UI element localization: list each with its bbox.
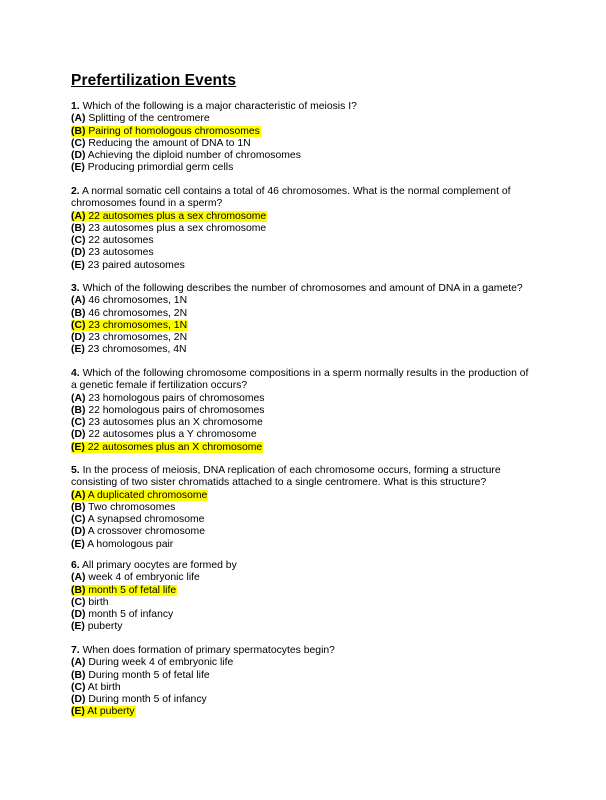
option-letter: (B): [71, 584, 86, 596]
answer-option: [71, 150, 531, 162]
answer-option: [71, 405, 531, 417]
option-letter: (D): [71, 694, 86, 706]
option-text: 22 autosomes plus an X chromosome: [87, 441, 263, 453]
answer-option: [71, 235, 531, 247]
question-number: 4.: [71, 368, 80, 379]
option-text: 46 chromosomes, 1N: [88, 295, 188, 307]
answer-option: [71, 539, 531, 551]
option-letter: (A): [71, 572, 86, 584]
option-text: At birth: [87, 681, 121, 693]
option-letter: (E): [71, 621, 85, 633]
answer-option: [71, 526, 531, 538]
answer-option: [71, 682, 531, 694]
question-stem: [71, 101, 531, 113]
answer-option: [71, 247, 531, 259]
option-letter: (D): [71, 429, 86, 441]
option-text: During month 5 of infancy: [88, 694, 207, 706]
option-text: Producing primordial germ cells: [87, 162, 234, 174]
document-title: Prefertilization Events: [71, 72, 237, 89]
option-text: Two chromosomes: [88, 501, 176, 513]
option-text: A duplicated chromosome: [87, 489, 208, 501]
option-letter: (C): [71, 417, 86, 429]
question-1: [71, 101, 531, 175]
option-letter: (E): [71, 344, 85, 356]
answer-option-highlighted: [71, 442, 531, 454]
option-text: month 5 of infancy: [88, 609, 174, 621]
option-letter: (D): [71, 526, 86, 538]
option-text: A homologous pair: [87, 538, 174, 550]
question-number: 2.: [71, 186, 80, 197]
answer-option: [71, 393, 531, 405]
option-letter: (A): [71, 489, 86, 501]
option-letter: (B): [71, 307, 86, 319]
answer-option-highlighted: [71, 320, 531, 332]
option-text: 23 autosomes plus an X chromosome: [88, 417, 263, 429]
question-number: 3.: [71, 283, 80, 294]
option-letter: (E): [71, 259, 85, 271]
option-letter: (A): [71, 295, 86, 307]
question-5: [71, 465, 531, 551]
option-text: birth: [88, 596, 109, 608]
option-letter: (D): [71, 609, 86, 621]
option-text: During week 4 of embryonic life: [88, 657, 234, 669]
option-text: 22 autosomes: [88, 235, 154, 247]
answer-option: [71, 429, 531, 441]
answer-option: [71, 162, 531, 174]
option-text: 23 paired autosomes: [87, 259, 185, 271]
option-letter: (B): [71, 404, 86, 416]
answer-option: [71, 514, 531, 526]
question-number: 1.: [71, 101, 80, 112]
option-text: A synapsed chromosome: [87, 514, 205, 526]
answer-option: [71, 609, 531, 621]
option-letter: (A): [71, 210, 86, 222]
option-text: 23 autosomes plus a sex chromosome: [88, 222, 267, 234]
answer-option: [71, 572, 531, 584]
option-letter: (A): [71, 113, 86, 125]
option-letter: (E): [71, 538, 85, 550]
answer-option: [71, 344, 531, 356]
answer-option: [71, 417, 531, 429]
answer-option: [71, 295, 531, 307]
answer-option-highlighted: [71, 211, 531, 223]
option-text: Reducing the amount of DNA to 1N: [88, 137, 251, 149]
option-letter: (E): [71, 441, 85, 453]
question-7: [71, 645, 531, 719]
answer-option: [71, 332, 531, 344]
option-text: Achieving the diploid number of chromosomes: [87, 150, 301, 162]
option-letter: (C): [71, 681, 86, 693]
option-text: 46 chromosomes, 2N: [88, 307, 188, 319]
option-text: 23 chromosomes, 4N: [87, 344, 187, 356]
answer-option-highlighted: [71, 585, 531, 597]
answer-option-highlighted: [71, 126, 531, 138]
option-text: 22 autosomes plus a sex chromosome: [88, 210, 267, 222]
option-letter: (B): [71, 222, 86, 234]
answer-option: [71, 113, 531, 125]
question-number: 5.: [71, 465, 80, 476]
question-2: [71, 186, 531, 272]
option-letter: (C): [71, 319, 86, 331]
question-text: When does formation of primary spermatocytes begin?: [82, 645, 335, 656]
question-text: A normal somatic cell contains a total of 46 chromosomes. What is the normal complement of chromosomes found in a sperm?: [71, 186, 511, 210]
answer-option: [71, 138, 531, 150]
option-text: 23 homologous pairs of chromosomes: [88, 392, 265, 404]
question-text: Which of the following chromosome compositions in a sperm normally results in the production of a genetic female if fertilization occurs?: [71, 368, 529, 392]
option-letter: (A): [71, 657, 86, 669]
option-text: 22 autosomes plus a Y chromosome: [88, 429, 257, 441]
option-text: week 4 of embryonic life: [88, 572, 200, 584]
question-stem: [71, 560, 531, 572]
option-letter: (D): [71, 150, 86, 162]
option-text: At puberty: [87, 706, 135, 718]
answer-option: [71, 502, 531, 514]
answer-option: [71, 657, 531, 669]
question-number: 6.: [71, 560, 80, 571]
answer-option: [71, 670, 531, 682]
question-stem: [71, 645, 531, 657]
option-text: During month 5 of fetal life: [88, 669, 210, 681]
answer-option: [71, 621, 531, 633]
option-letter: (A): [71, 392, 86, 404]
answer-option: [71, 694, 531, 706]
question-4: [71, 368, 531, 454]
question-text: In the process of meiosis, DNA replication of each chromosome occurs, forming a structure consisting of two sister chromatids attached to a single centromere. What is this structure?: [71, 465, 501, 489]
question-text: All primary oocytes are formed by: [82, 560, 237, 571]
question-stem: [71, 368, 531, 393]
option-letter: (D): [71, 247, 86, 259]
option-text: month 5 of fetal life: [88, 584, 177, 596]
option-letter: (C): [71, 596, 86, 608]
question-stem: [71, 186, 531, 211]
option-text: 23 chromosomes, 1N: [88, 319, 188, 331]
option-letter: (C): [71, 235, 86, 247]
answer-option: [71, 223, 531, 235]
answer-option: [71, 597, 531, 609]
option-text: puberty: [87, 621, 123, 633]
option-text: 22 homologous pairs of chromosomes: [88, 404, 265, 416]
option-letter: (D): [71, 332, 86, 344]
answer-option-highlighted: [71, 490, 531, 502]
answer-option-highlighted: [71, 706, 531, 718]
question-text: Which of the following is a major characteristic of meiosis I?: [82, 101, 357, 112]
answer-option: [71, 308, 531, 320]
option-letter: (E): [71, 162, 85, 174]
question-stem: [71, 283, 531, 295]
option-text: 23 chromosomes, 2N: [88, 332, 188, 344]
question-number: 7.: [71, 645, 80, 656]
answer-option: [71, 260, 531, 272]
option-letter: (B): [71, 125, 86, 137]
option-text: Pairing of homologous chromosomes: [88, 125, 260, 137]
option-text: 23 autosomes: [88, 247, 154, 259]
option-text: A crossover chromosome: [87, 526, 205, 538]
option-letter: (B): [71, 501, 86, 513]
option-letter: (C): [71, 137, 86, 149]
option-letter: (C): [71, 514, 86, 526]
question-text: Which of the following describes the number of chromosomes and amount of DNA in a gamete?: [82, 283, 523, 294]
option-letter: (E): [71, 706, 85, 718]
option-text: Splitting of the centromere: [88, 113, 210, 125]
option-letter: (B): [71, 669, 86, 681]
question-3: [71, 283, 531, 357]
question-stem: [71, 465, 531, 490]
question-6: [71, 560, 531, 634]
